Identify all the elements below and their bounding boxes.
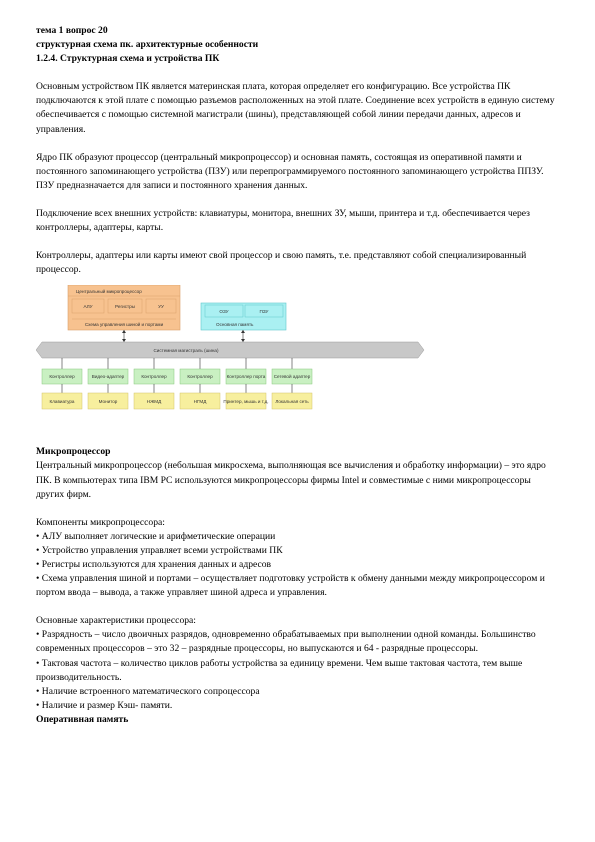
section-heading: 1.2.4. Структурная схема и устройства ПК bbox=[36, 53, 220, 65]
document-page bbox=[36, 24, 560, 727]
doc-subtitle: структурная схема пк. архитектурные особенности bbox=[36, 39, 259, 51]
component-item-alu: • АЛУ выполняет логические и арифметические операции bbox=[36, 530, 560, 544]
controller-label: Контроллер порта bbox=[226, 374, 266, 380]
diagram-svg bbox=[36, 285, 560, 445]
microprocessor-paragraph: Центральный микропроцессор (небольшая микросхема, выполняющая все вычисления и обработку информации) – это ядро ПК. В компьютерах типа IBM PC используются микропроцессоры фирмы Intel и совместимые с ними микропроцессоры других фирм. bbox=[36, 460, 546, 500]
memory-title: Основная память bbox=[216, 322, 254, 328]
microprocessor-heading: Микропроцессор bbox=[36, 446, 111, 458]
controller-label: Контроллер bbox=[187, 374, 213, 380]
feature-item-cache: • Наличие и размер Кэш- памяти. bbox=[36, 699, 560, 713]
controller-label: Контроллер bbox=[141, 374, 167, 380]
paragraph-external-devices: Подключение всех внешних устройств: клавиатуры, монитора, внешних ЗУ, мыши, принтера и т.д. обеспечивается через контроллеры, адаптеры, карты. bbox=[36, 207, 530, 234]
device-label: Клавиатура bbox=[49, 399, 75, 405]
cpu-unit-cu-label: УУ bbox=[158, 304, 164, 310]
paragraph-core: Ядро ПК образуют процессор (центральный микропроцессор) и основная память, состоящая из оперативной памяти и постоянного запоминающего устройства (ПЗУ) или перепрограммируемого постоянного запоминающего устройства ППЗУ. ПЗУ предназначается для записи и постоянного хранения данных. bbox=[36, 151, 544, 191]
system-bus-label: Системная магистраль (шина) bbox=[153, 348, 219, 354]
cpu-title: Центральный микропроцессор bbox=[76, 289, 142, 295]
device-label: Принтер, мышь и т.д. bbox=[223, 399, 269, 405]
feature-item-clock: • Тактовая частота – количество циклов работы устройства за единицу времени. Чем выше тактовая частота, тем выше производительность. bbox=[36, 657, 560, 685]
cpu-unit-alu-label: АЛУ bbox=[83, 304, 93, 310]
doc-topic: тема 1 вопрос 20 bbox=[36, 25, 108, 36]
paragraph-motherboard: Основным устройством ПК является материнская плата, которая определяет его конфигурацию. Все устройства ПК подключаются к этой плате с помощью разъемов расположенных на этой плате. Соединение всех устройств в единую систему обеспечивается с помощью системной магистрали (шины), представляющей собой линии передачи данных, адресов и управления. bbox=[36, 81, 555, 135]
device-label: НЖМД bbox=[146, 399, 162, 405]
cpu-unit-registers-label: Регистры bbox=[115, 304, 135, 310]
system-bus bbox=[36, 342, 424, 358]
cpu-bus-control-label: Схема управления шиной и портами bbox=[84, 322, 164, 328]
pc-structure-diagram bbox=[36, 285, 560, 445]
features-heading: Основные характеристики процессора: bbox=[36, 615, 196, 627]
ram-heading: Оперативная память bbox=[36, 713, 129, 725]
device-label: Монитор bbox=[98, 399, 118, 405]
memory-ram-label: ОЗУ bbox=[219, 309, 229, 315]
paragraph-controllers: Контроллеры, адаптеры или карты имеют свой процессор и свою память, т.е. представляют собой специализированный процессор. bbox=[36, 250, 527, 276]
device-label: Локальная сеть bbox=[275, 399, 309, 405]
feature-item-fpu: • Наличие встроенного математического сопроцессора bbox=[36, 685, 560, 699]
component-item-cu: • Устройство управления управляет всеми устройствами ПК bbox=[36, 544, 560, 558]
components-heading: Компоненты микропроцессора: bbox=[36, 516, 165, 528]
controller-label: Сетевой адаптер bbox=[273, 374, 311, 380]
controllers-group bbox=[42, 358, 312, 409]
feature-item-bitness: • Разрядность – число двоичных разрядов, одновременно обрабатываемых при выполнении одной команды. Большинство современных процессоров – это 32 – разрядные процессоры, но выпускаются и 64 - разрядные процессоры. bbox=[36, 628, 560, 656]
device-label: НГМД bbox=[193, 399, 207, 405]
memory-rom-label: ПЗУ bbox=[259, 309, 269, 315]
component-item-registers: • Регистры используются для хранения данных и адресов bbox=[36, 558, 560, 572]
controller-label: Контроллер bbox=[49, 374, 75, 380]
controller-label: Видео-адаптер bbox=[91, 374, 125, 380]
component-item-bus-control: • Схема управления шиной и портами – осуществляет подготовку устройств к обмену данными между микропроцессором и портом ввода – вывода, а также управляет шиной адреса и управления. bbox=[36, 572, 560, 600]
